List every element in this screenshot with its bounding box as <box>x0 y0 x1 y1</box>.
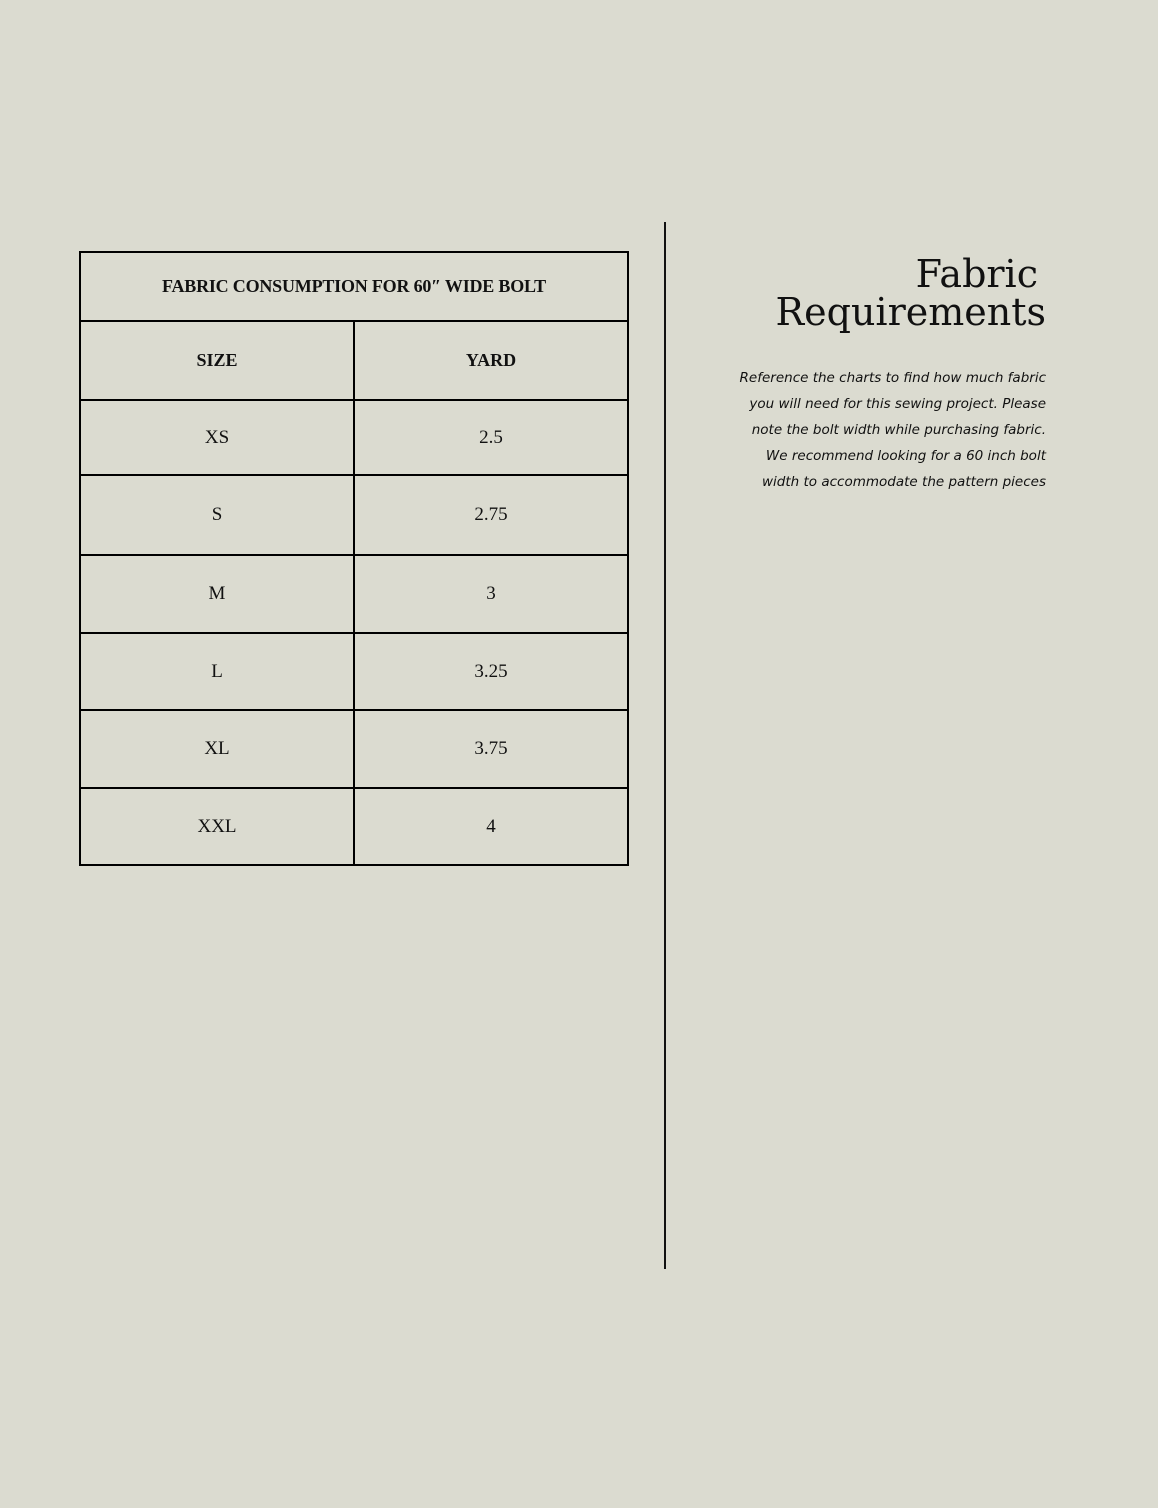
size-cell: M <box>80 555 354 633</box>
yard-cell: 4 <box>354 788 628 865</box>
yard-cell: 2.75 <box>354 475 628 555</box>
size-column-header: SIZE <box>80 321 354 400</box>
size-cell: XS <box>80 400 354 475</box>
yard-cell: 3.75 <box>354 710 628 788</box>
fabric-consumption-table <box>79 251 629 866</box>
description-line: width to accommodate the pattern pieces <box>762 474 1046 490</box>
description-line: Reference the charts to find how much fabric <box>739 370 1046 386</box>
page-title-line-2: Requirements <box>775 290 1046 334</box>
size-cell: XXL <box>80 788 354 865</box>
page-title-line-1: Fabric <box>915 252 1038 296</box>
yard-column-header: YARD <box>354 321 628 400</box>
description-line: you will need for this sewing project. Please <box>749 396 1046 412</box>
description-line: note the bolt width while purchasing fabric. <box>751 422 1046 438</box>
table-row <box>80 555 628 633</box>
size-cell: L <box>80 633 354 710</box>
table-row <box>80 788 628 865</box>
table-header-row <box>80 321 628 400</box>
yard-cell: 3 <box>354 555 628 633</box>
table-title: FABRIC CONSUMPTION FOR 60″ WIDE BOLT <box>80 252 628 321</box>
description-line: We recommend looking for a 60 inch bolt <box>765 448 1046 464</box>
page-title <box>775 252 1046 334</box>
yard-cell: 3.25 <box>354 633 628 710</box>
description-paragraph <box>686 365 1046 495</box>
vertical-divider <box>664 222 666 1269</box>
size-cell: S <box>80 475 354 555</box>
table-title-row <box>80 252 628 321</box>
size-cell: XL <box>80 710 354 788</box>
yard-cell: 2.5 <box>354 400 628 475</box>
table-row <box>80 633 628 710</box>
table-row <box>80 475 628 555</box>
table-row <box>80 400 628 475</box>
table-row <box>80 710 628 788</box>
